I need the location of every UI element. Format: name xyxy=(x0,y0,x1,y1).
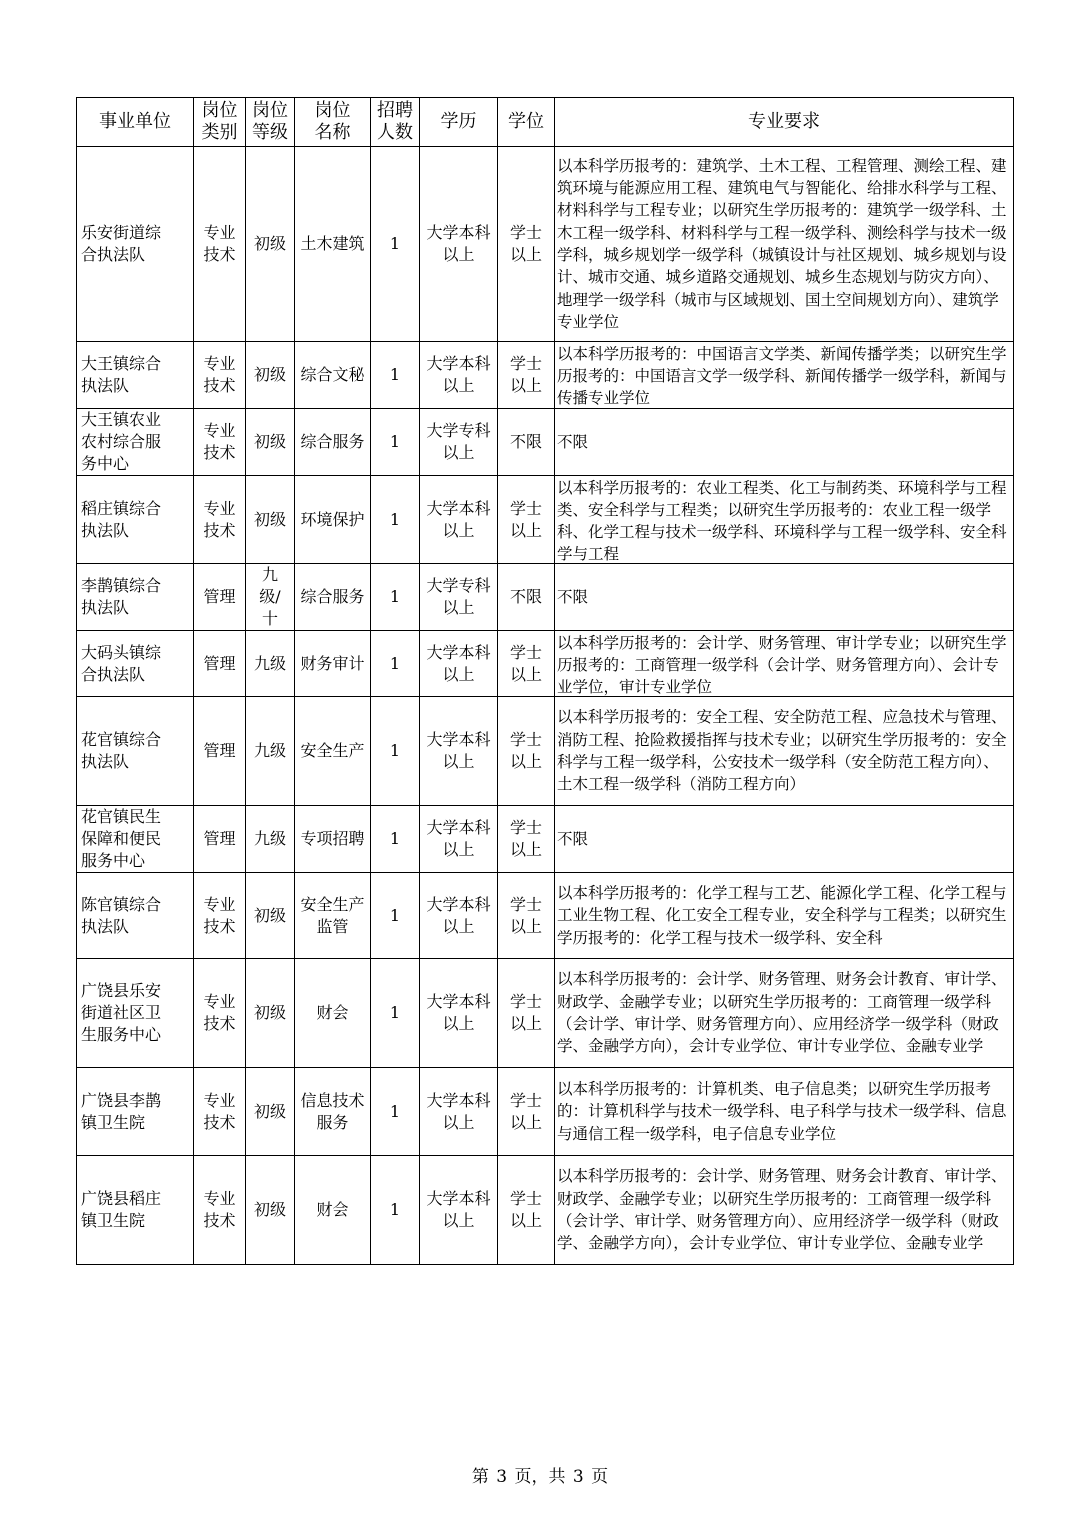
page-footer xyxy=(0,1462,1080,1487)
header-category: 岗位类别 xyxy=(194,98,246,147)
cell-category: 专业技术 xyxy=(194,409,246,476)
cell-category: 管理 xyxy=(194,631,246,697)
cell-post-name: 财会 xyxy=(295,1156,371,1265)
cell-unit: 陈官镇综合执法队 xyxy=(77,873,194,959)
header-major: 专业要求 xyxy=(555,98,1014,147)
table-row xyxy=(77,873,1014,959)
cell-education: 大学本科以上 xyxy=(420,959,498,1068)
cell-post-name: 综合服务 xyxy=(295,564,371,631)
cell-education: 大学本科以上 xyxy=(420,631,498,697)
header-degree: 学位 xyxy=(498,98,555,147)
cell-degree: 学士以上 xyxy=(498,342,555,409)
cell-level: 九级 xyxy=(246,631,295,697)
cell-category: 专业技术 xyxy=(194,1156,246,1265)
cell-count: 1 xyxy=(371,697,420,806)
cell-major: 以本科学历报考的：中国语言文学类、新闻传播学类；以研究生学历报考的：中国语言文学一级学科、新闻传播学一级学科，新闻与传播专业学位 xyxy=(555,342,1014,409)
cell-major: 以本科学历报考的：计算机类、电子信息类；以研究生学历报考的：计算机科学与技术一级学科、电子科学与技术一级学科、信息与通信工程一级学科，电子信息专业学位 xyxy=(555,1068,1014,1156)
cell-education: 大学本科以上 xyxy=(420,697,498,806)
cell-degree: 学士以上 xyxy=(498,959,555,1068)
cell-count: 1 xyxy=(371,1156,420,1265)
cell-major: 以本科学历报考的：会计学、财务管理、审计学专业；以研究生学历报考的：工商管理一级学科（会计学、财务管理方向）、会计专业学位，审计专业学位 xyxy=(555,631,1014,697)
cell-major: 以本科学历报考的：农业工程类、化工与制药类、环境科学与工程类、安全科学与工程类；以研究生学历报考的：农业工程一级学科、化学工程与技术一级学科、环境科学与工程一级学科、安全科学与工程 xyxy=(555,476,1014,564)
cell-post-name: 综合文秘 xyxy=(295,342,371,409)
cell-level: 九级/十 xyxy=(246,564,295,631)
cell-education: 大学本科以上 xyxy=(420,806,498,873)
cell-unit: 大王镇综合执法队 xyxy=(77,342,194,409)
cell-level: 初级 xyxy=(246,147,295,342)
cell-unit: 花官镇民生保障和便民服务中心 xyxy=(77,806,194,873)
cell-education: 大学专科以上 xyxy=(420,409,498,476)
cell-unit: 稻庄镇综合执法队 xyxy=(77,476,194,564)
cell-degree: 学士以上 xyxy=(498,147,555,342)
table-header-row xyxy=(77,98,1014,147)
cell-count: 1 xyxy=(371,564,420,631)
header-post-name: 岗位名称 xyxy=(295,98,371,147)
table-row xyxy=(77,1156,1014,1265)
footer-total-pages: 3 xyxy=(572,1467,584,1487)
cell-category: 管理 xyxy=(194,697,246,806)
cell-degree: 学士以上 xyxy=(498,1156,555,1265)
cell-count: 1 xyxy=(371,147,420,342)
table-row xyxy=(77,342,1014,409)
cell-unit: 广饶县李鹊镇卫生院 xyxy=(77,1068,194,1156)
cell-count: 1 xyxy=(371,476,420,564)
cell-level: 初级 xyxy=(246,476,295,564)
cell-post-name: 财会 xyxy=(295,959,371,1068)
cell-degree: 不限 xyxy=(498,564,555,631)
footer-mid: 页，共 xyxy=(514,1467,566,1487)
cell-post-name: 专项招聘 xyxy=(295,806,371,873)
cell-degree: 学士以上 xyxy=(498,476,555,564)
cell-level: 初级 xyxy=(246,342,295,409)
cell-post-name: 土木建筑 xyxy=(295,147,371,342)
cell-count: 1 xyxy=(371,409,420,476)
cell-degree: 学士以上 xyxy=(498,873,555,959)
cell-post-name: 安全生产 xyxy=(295,697,371,806)
footer-suffix: 页 xyxy=(591,1467,609,1487)
cell-category: 专业技术 xyxy=(194,1068,246,1156)
cell-degree: 学士以上 xyxy=(498,806,555,873)
footer-prefix: 第 xyxy=(471,1467,489,1487)
cell-level: 初级 xyxy=(246,1156,295,1265)
cell-category: 专业技术 xyxy=(194,476,246,564)
cell-major: 以本科学历报考的：建筑学、土木工程、工程管理、测绘工程、建筑环境与能源应用工程、建筑电气与智能化、给排水科学与工程、材料科学与工程专业；以研究生学历报考的：建筑学一级学科、土木工程一级学科、材料科学与工程一级学科、测绘科学与技术一级学科，城乡规划学一级学科（城镇设计与社区规划、城乡规划与设计、城市交通、城乡道路交通规划、城乡生态规划与防灾方向）、地理学一级学科（城市与区域规划、国土空间规划方向）、建筑学专业学位 xyxy=(555,147,1014,342)
cell-degree: 学士以上 xyxy=(498,631,555,697)
cell-degree: 不限 xyxy=(498,409,555,476)
cell-unit: 大王镇农业农村综合服务中心 xyxy=(77,409,194,476)
cell-category: 专业技术 xyxy=(194,959,246,1068)
cell-unit: 花官镇综合执法队 xyxy=(77,697,194,806)
header-unit: 事业单位 xyxy=(77,98,194,147)
cell-post-name: 财务审计 xyxy=(295,631,371,697)
header-level: 岗位等级 xyxy=(246,98,295,147)
cell-category: 专业技术 xyxy=(194,342,246,409)
cell-unit: 广饶县稻庄镇卫生院 xyxy=(77,1156,194,1265)
cell-education: 大学专科以上 xyxy=(420,564,498,631)
cell-major: 不限 xyxy=(555,409,1014,476)
table-row xyxy=(77,409,1014,476)
cell-unit: 广饶县乐安街道社区卫生服务中心 xyxy=(77,959,194,1068)
cell-category: 管理 xyxy=(194,564,246,631)
table-row xyxy=(77,476,1014,564)
cell-post-name: 信息技术服务 xyxy=(295,1068,371,1156)
footer-page-number: 3 xyxy=(496,1467,508,1487)
cell-count: 1 xyxy=(371,342,420,409)
cell-major: 不限 xyxy=(555,564,1014,631)
cell-count: 1 xyxy=(371,959,420,1068)
cell-level: 九级 xyxy=(246,806,295,873)
cell-education: 大学本科以上 xyxy=(420,1156,498,1265)
cell-unit: 大码头镇综合执法队 xyxy=(77,631,194,697)
cell-count: 1 xyxy=(371,1068,420,1156)
cell-level: 初级 xyxy=(246,1068,295,1156)
cell-education: 大学本科以上 xyxy=(420,476,498,564)
cell-major: 以本科学历报考的：会计学、财务管理、财务会计教育、审计学、财政学、金融学专业；以研究生学历报考的：工商管理一级学科（会计学、审计学、财务管理方向）、应用经济学一级学科（财政学、金融学方向），会计专业学位、审计专业学位、金融专业学 xyxy=(555,1156,1014,1265)
table-row xyxy=(77,631,1014,697)
table-row xyxy=(77,1068,1014,1156)
cell-post-name: 综合服务 xyxy=(295,409,371,476)
cell-unit: 李鹊镇综合执法队 xyxy=(77,564,194,631)
cell-education: 大学本科以上 xyxy=(420,873,498,959)
cell-count: 1 xyxy=(371,631,420,697)
cell-count: 1 xyxy=(371,806,420,873)
cell-degree: 学士以上 xyxy=(498,697,555,806)
cell-post-name: 安全生产监管 xyxy=(295,873,371,959)
cell-education: 大学本科以上 xyxy=(420,1068,498,1156)
cell-unit: 乐安街道综合执法队 xyxy=(77,147,194,342)
cell-category: 专业技术 xyxy=(194,873,246,959)
cell-post-name: 环境保护 xyxy=(295,476,371,564)
recruitment-table xyxy=(76,97,1014,1265)
cell-level: 九级 xyxy=(246,697,295,806)
table-row xyxy=(77,806,1014,873)
cell-education: 大学本科以上 xyxy=(420,147,498,342)
table-row xyxy=(77,147,1014,342)
table-row xyxy=(77,697,1014,806)
cell-level: 初级 xyxy=(246,959,295,1068)
cell-level: 初级 xyxy=(246,409,295,476)
cell-major: 不限 xyxy=(555,806,1014,873)
cell-level: 初级 xyxy=(246,873,295,959)
cell-category: 管理 xyxy=(194,806,246,873)
cell-degree: 学士以上 xyxy=(498,1068,555,1156)
cell-major: 以本科学历报考的：化学工程与工艺、能源化学工程、化学工程与工业生物工程、化工安全工程专业，安全科学与工程类；以研究生学历报考的：化学工程与技术一级学科、安全科 xyxy=(555,873,1014,959)
cell-major: 以本科学历报考的：会计学、财务管理、财务会计教育、审计学、财政学、金融学专业；以研究生学历报考的：工商管理一级学科（会计学、审计学、财务管理方向）、应用经济学一级学科（财政学、金融学方向），会计专业学位、审计专业学位、金融专业学 xyxy=(555,959,1014,1068)
header-count: 招聘人数 xyxy=(371,98,420,147)
table-row xyxy=(77,564,1014,631)
table-row xyxy=(77,959,1014,1068)
header-education: 学历 xyxy=(420,98,498,147)
cell-major: 以本科学历报考的：安全工程、安全防范工程、应急技术与管理、消防工程、抢险救援指挥与技术专业；以研究生学历报考的：安全科学与工程一级学科，公安技术一级学科（安全防范工程方向）、土木工程一级学科（消防工程方向） xyxy=(555,697,1014,806)
cell-category: 专业技术 xyxy=(194,147,246,342)
cell-education: 大学本科以上 xyxy=(420,342,498,409)
cell-count: 1 xyxy=(371,873,420,959)
